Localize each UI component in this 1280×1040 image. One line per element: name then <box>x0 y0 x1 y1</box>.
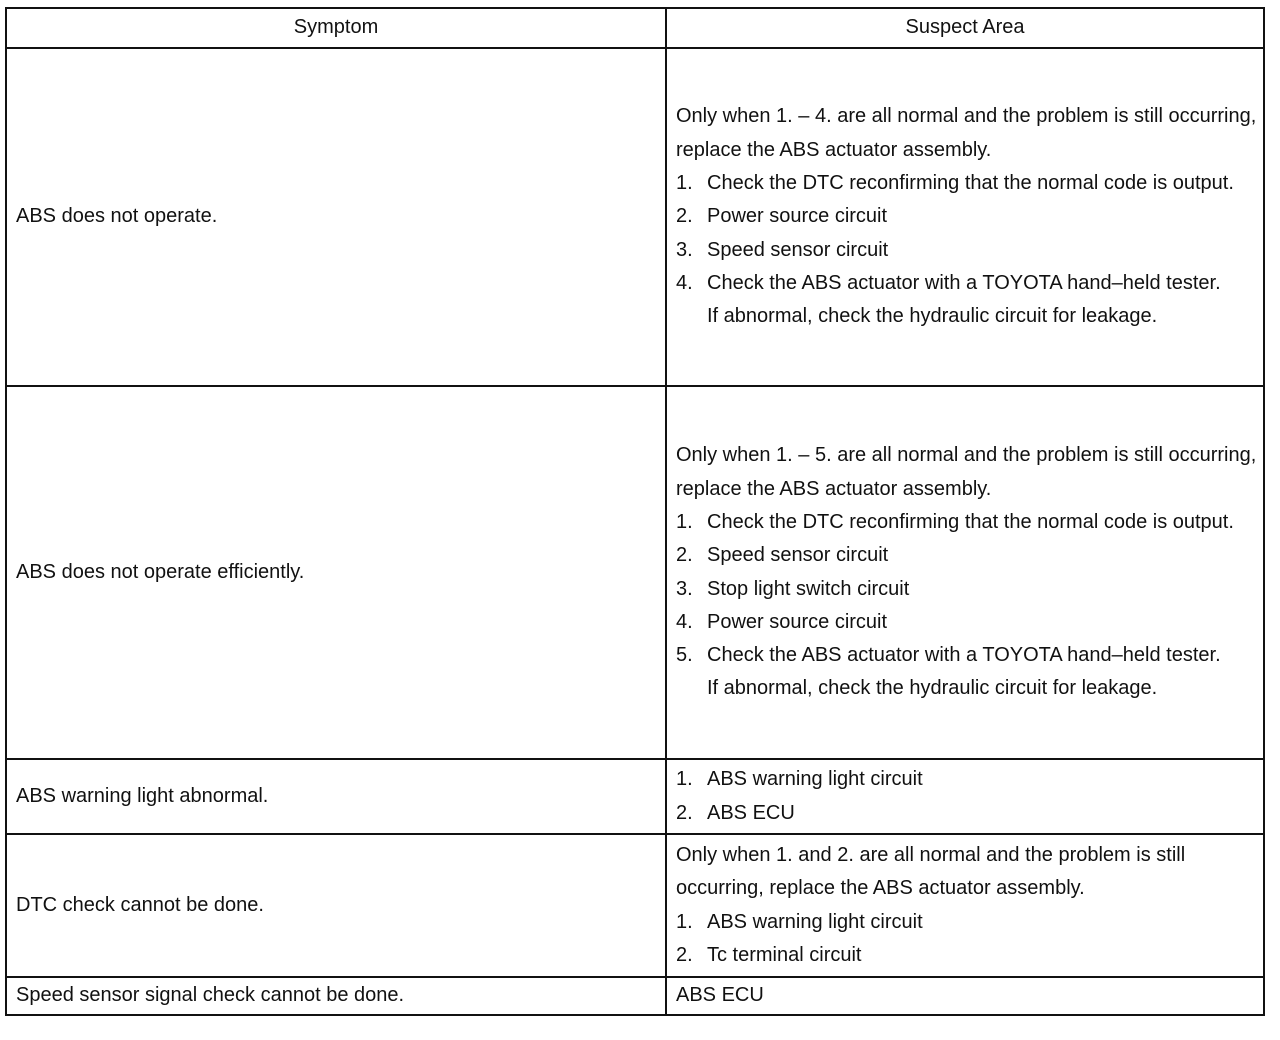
suspect-area-cell: ABS ECU <box>666 977 1264 1015</box>
item-number: 4. <box>676 610 693 633</box>
suspect-area-cell <box>666 386 1264 759</box>
item-number: 3. <box>676 238 693 261</box>
item-text: Tc terminal circuit <box>707 943 862 966</box>
list-item <box>676 606 1263 639</box>
symptom-cell: DTC check cannot be done. <box>6 834 666 977</box>
item-number: 5. <box>676 644 693 667</box>
suspect-list <box>676 506 1263 706</box>
list-item <box>676 639 1263 706</box>
table-row <box>6 759 1264 834</box>
suspect-area-cell <box>666 834 1264 977</box>
item-text: Power source circuit <box>707 610 888 633</box>
item-number: 1. <box>676 768 693 791</box>
item-text: Stop light switch circuit <box>707 577 910 600</box>
item-text: Speed sensor circuit <box>707 544 889 567</box>
list-item <box>676 906 1263 939</box>
list-item <box>676 763 1263 796</box>
item-number: 2. <box>676 943 693 966</box>
suspect-list <box>676 167 1263 333</box>
item-text: ABS ECU <box>707 801 795 824</box>
suspect-intro: Only when 1. and 2. are all normal and the problem is still occurring, replace the ABS actuator assembly. <box>676 843 1186 900</box>
table-row <box>6 48 1264 386</box>
suspect-intro: Only when 1. – 5. are all normal and the problem is still occurring, replace the ABS actuator assembly. <box>676 444 1257 500</box>
item-text: ABS warning light circuit <box>707 768 923 791</box>
symptom-cell: Speed sensor signal check cannot be done. <box>6 977 666 1015</box>
list-item <box>676 573 1263 606</box>
item-note: If abnormal, check the hydraulic circuit for leakage. <box>707 305 1158 328</box>
troubleshooting-table <box>5 7 1265 1016</box>
suspect-area-cell <box>666 759 1264 834</box>
list-item <box>676 797 1263 830</box>
item-number: 1. <box>676 510 693 533</box>
item-number: 2. <box>676 801 693 824</box>
item-number: 2. <box>676 544 693 567</box>
item-text: Power source circuit <box>707 205 888 228</box>
header-row <box>6 8 1264 48</box>
item-text: Check the ABS actuator with a TOYOTA hand–held tester. <box>707 644 1221 667</box>
symptom-cell: ABS warning light abnormal. <box>6 759 666 834</box>
item-number: 4. <box>676 271 693 294</box>
item-text: ABS warning light circuit <box>707 910 923 933</box>
item-text: Check the DTC reconfirming that the normal code is output. <box>707 510 1234 533</box>
list-item <box>676 234 1263 267</box>
suspect-area-cell <box>666 48 1264 386</box>
suspect-intro: Only when 1. – 4. are all normal and the problem is still occurring, replace the ABS actuator assembly. <box>676 105 1257 161</box>
table-row <box>6 834 1264 977</box>
list-item <box>676 939 1263 972</box>
header-symptom: Symptom <box>6 8 666 48</box>
list-item <box>676 539 1263 572</box>
header-suspect-area: Suspect Area <box>666 8 1264 48</box>
table-row <box>6 386 1264 759</box>
item-text: Speed sensor circuit <box>707 238 889 261</box>
list-item <box>676 200 1263 233</box>
item-text: Check the ABS actuator with a TOYOTA hand–held tester. <box>707 271 1221 294</box>
table-row <box>6 977 1264 1015</box>
item-number: 1. <box>676 910 693 933</box>
item-number: 3. <box>676 577 693 600</box>
list-item <box>676 267 1263 334</box>
suspect-list <box>676 906 1263 973</box>
item-number: 1. <box>676 172 693 195</box>
list-item <box>676 506 1263 539</box>
suspect-list <box>676 763 1263 830</box>
list-item <box>676 167 1263 200</box>
item-number: 2. <box>676 205 693 228</box>
item-text: Check the DTC reconfirming that the normal code is output. <box>707 172 1234 195</box>
item-note: If abnormal, check the hydraulic circuit for leakage. <box>707 677 1158 700</box>
symptom-cell: ABS does not operate efficiently. <box>6 386 666 759</box>
symptom-cell: ABS does not operate. <box>6 48 666 386</box>
